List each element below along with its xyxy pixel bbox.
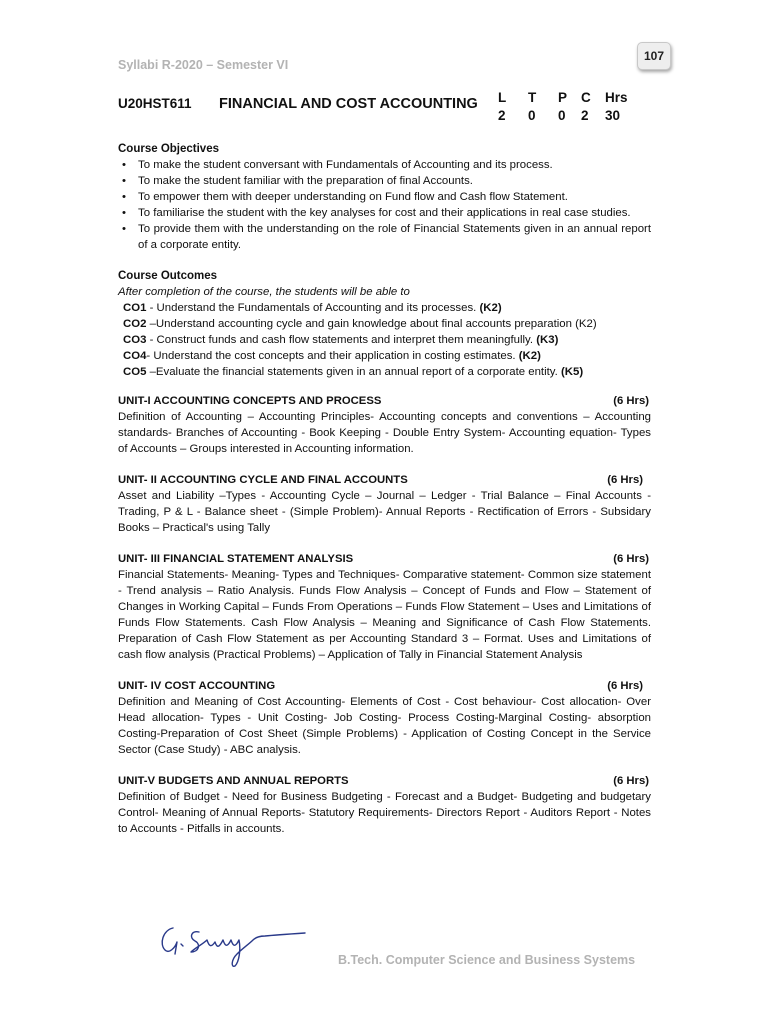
outcome-level: (K2) bbox=[476, 302, 502, 314]
unit-heading bbox=[118, 551, 651, 567]
outcome-code: CO3 bbox=[123, 334, 147, 346]
unit-title: UNIT-I ACCOUNTING CONCEPTS AND PROCESS bbox=[118, 395, 382, 407]
objectives-list bbox=[118, 157, 651, 253]
unit-hours: (6 Hrs) bbox=[607, 680, 643, 692]
ltpc-header-row bbox=[498, 89, 635, 107]
ltpc-header-cell: L bbox=[498, 90, 507, 105]
outcome-text: –Understand accounting cycle and gain knowledge about final accounts preparation (K2) bbox=[146, 318, 597, 330]
outcome-code: CO2 bbox=[123, 318, 147, 330]
unit-description: Financial Statements- Meaning- Types and Techniques- Comparative statement- Common size statement - Trend analysis – Ratio Analysis. Funds Flow Analysis – Concept of Funds and Flow – Statement of Changes in Working Capital – Funds From Operations – Funds Flow Statement – Uses and Limitations of Funds Flow Statements. Cash Flow Analysis – Meaning and Significance of Cash Flow Statements. Preparation of Cash Flow Statement as per Accounting Standard 3 – Format. Uses and Limitations of cash flow analysis (Practical Problems) – Application of Tally in Financial Statement Analysis bbox=[118, 569, 651, 661]
page-header: Syllabi R-2020 – Semester VI bbox=[118, 58, 289, 72]
outcome-level: (K2) bbox=[515, 350, 541, 362]
outcome-item bbox=[118, 316, 651, 332]
outcome-item bbox=[118, 300, 651, 316]
unit-heading bbox=[118, 678, 651, 694]
list-item: • To make the student familiar with the preparation of final Accounts. bbox=[138, 173, 651, 189]
ltpc-value-cell: 2 bbox=[498, 108, 506, 123]
page-number-badge: 107 bbox=[637, 42, 671, 70]
list-item: • To familiarise the student with the key analyses for cost and their applications in real case studies. bbox=[138, 205, 651, 221]
outcome-level: (K3) bbox=[533, 334, 559, 346]
outcome-code: CO1 bbox=[123, 302, 147, 314]
ltpc-value-cell: 0 bbox=[528, 108, 536, 123]
outcome-text: - Construct funds and cash flow statements and interpret them meaningfully. bbox=[146, 334, 534, 346]
unit-title: UNIT- IV COST ACCOUNTING bbox=[118, 680, 276, 692]
syllabus-content bbox=[118, 141, 651, 837]
page-footer: B.Tech. Computer Science and Business Systems bbox=[338, 953, 636, 967]
ltpc-table bbox=[498, 89, 635, 125]
signature-image bbox=[155, 910, 315, 970]
unit-hours: (6 Hrs) bbox=[607, 474, 643, 486]
unit-description: Asset and Liability –Types - Accounting Cycle – Journal – Ledger - Trial Balance – Final Accounts - Trading, P & L - Balance sheet - (Simple Problem)- Annual Reports - Rectification of Errors - Subsidary Books – Practical's using Tally bbox=[118, 490, 651, 534]
outcomes-intro: After completion of the course, the students will be able to bbox=[118, 286, 410, 298]
list-item: • To make the student conversant with Fundamentals of Accounting and its process. bbox=[138, 157, 651, 173]
outcome-level: (K5) bbox=[557, 366, 584, 378]
objectives-title: Course Objectives bbox=[118, 143, 219, 155]
outcome-item bbox=[118, 348, 651, 364]
unit-heading bbox=[118, 773, 651, 789]
outcome-item bbox=[118, 364, 651, 380]
ltpc-value-row bbox=[498, 107, 635, 125]
outcome-code: CO4 bbox=[123, 350, 147, 362]
ltpc-value-cell: 2 bbox=[581, 108, 589, 123]
unit-title: UNIT-V BUDGETS AND ANNUAL REPORTS bbox=[118, 775, 349, 787]
course-code: U20HST611 bbox=[118, 96, 192, 111]
unit-title: UNIT- II ACCOUNTING CYCLE AND FINAL ACCOUNTS bbox=[118, 474, 408, 486]
list-item: • To provide them with the understanding on the role of Financial Statements given in an annual report of a corporate entity. bbox=[138, 221, 651, 253]
ltpc-header-cell: T bbox=[528, 90, 537, 105]
ltpc-value-cell: 0 bbox=[558, 108, 566, 123]
unit-description: Definition and Meaning of Cost Accounting- Elements of Cost - Cost behaviour- Cost allocation- Over Head allocation- Types - Unit Costing- Job Costing- Process Costing-Marginal Costing- absorption Costing-Preparation of Cost Sheet (Simple Problems) - Application of Costing Concept in the Service Sector (Case Study) - ABC analysis. bbox=[118, 696, 651, 756]
unit-hours: (6 Hrs) bbox=[613, 775, 649, 787]
outcome-text: –Evaluate the financial statements given in an annual report of a corporate entity. bbox=[146, 366, 558, 378]
unit-description: Definition of Accounting – Accounting Principles- Accounting concepts and conventions – Accounting standards- Branches of Accounting - Book Keeping - Double Entry System- Accounting equation- Types of Accounts – Groups interested in Accounting information. bbox=[118, 411, 651, 455]
outcome-text: - Understand the cost concepts and their application in costing estimates. bbox=[146, 350, 516, 362]
ltpc-header-cell: C bbox=[581, 90, 591, 105]
ltpc-header-cell: P bbox=[558, 90, 568, 105]
course-title: FINANCIAL AND COST ACCOUNTING bbox=[219, 96, 478, 112]
unit-title: UNIT- III FINANCIAL STATEMENT ANALYSIS bbox=[118, 553, 354, 565]
outcome-text: - Understand the Fundamentals of Accounting and its processes. bbox=[146, 302, 477, 314]
unit-heading bbox=[118, 393, 651, 409]
outcome-code: CO5 bbox=[123, 366, 147, 378]
ltpc-value-cell: 30 bbox=[605, 108, 621, 123]
unit-heading bbox=[118, 472, 651, 488]
unit-hours: (6 Hrs) bbox=[613, 553, 649, 565]
ltpc-header-cell: Hrs bbox=[605, 90, 628, 105]
unit-hours: (6 Hrs) bbox=[613, 395, 649, 407]
outcome-item bbox=[118, 332, 651, 348]
unit-description: Definition of Budget - Need for Business Budgeting - Forecast and a Budget- Budgeting and budgetary Control- Meaning of Annual Reports- Statutory Requirements- Directors Report - Auditors Report - Notes to Accounts - Pitfalls in accounts. bbox=[118, 791, 651, 835]
list-item: • To empower them with deeper understanding on Fund flow and Cash flow Statement. bbox=[138, 189, 651, 205]
outcomes-title: Course Outcomes bbox=[118, 270, 218, 282]
